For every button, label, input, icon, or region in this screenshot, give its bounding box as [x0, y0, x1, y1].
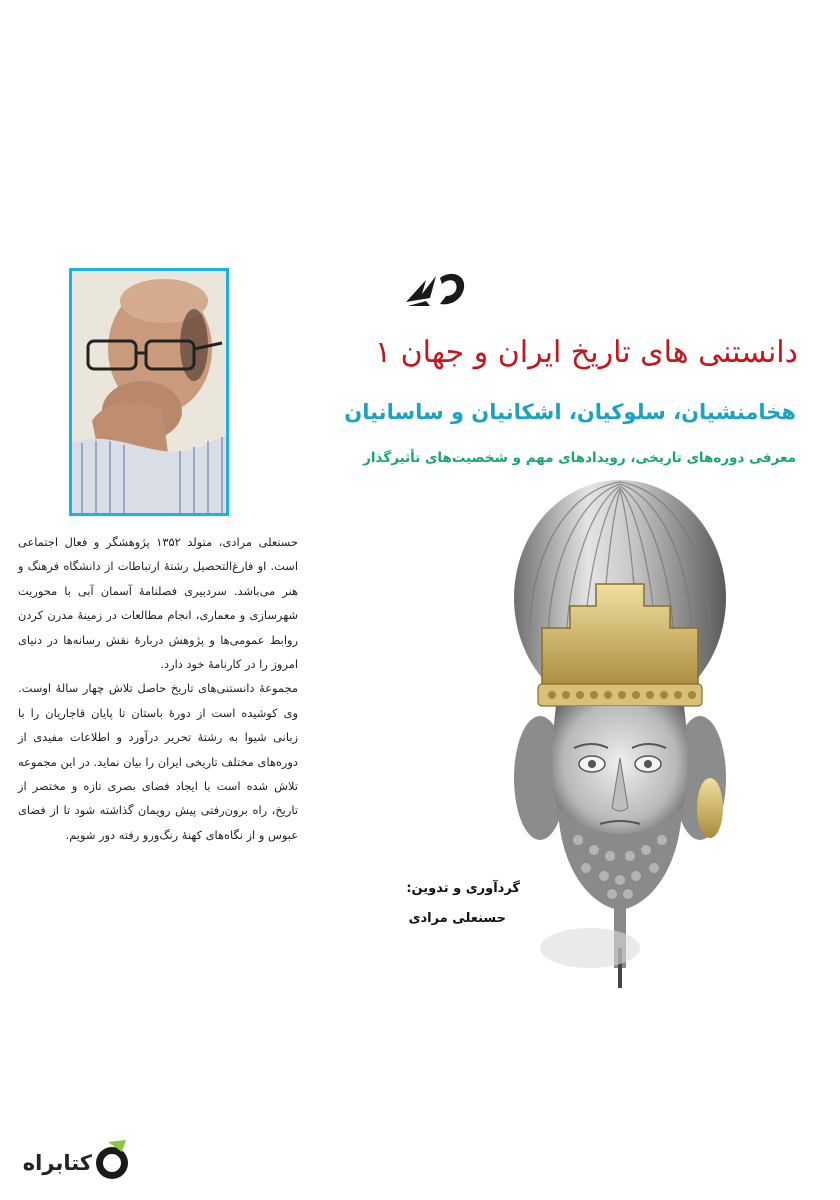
- bio-paragraph: حسنعلی مرادی، متولد ۱۳۵۲ پژوهشگر و فعال اجتماعی است. او فارغ‌التحصیل رشتهٔ ارتباطات از دانشگاه فرهنگ و هنر می‌باشد. سردبیری فصلنامهٔ آسمان آبی با محوریت شهرسازی و معماری، انجام مطالعات در زمینهٔ مدرن کردن روابط عمومی‌ها و پژوهش دربارهٔ نقش رسانه‌ها در دنیای امروز را در کارنامهٔ خود دارد.: [18, 535, 298, 672]
- achaemenid-silver-bust-image: [500, 478, 740, 988]
- series-title: دانستنی های تاریخ ایران و جهان ۱: [374, 335, 798, 370]
- book-subtitle: معرفی دوره‌های تاریخی، رویدادهای مهم و شخصیت‌های تأثیرگذار: [363, 450, 796, 466]
- author-portrait-image: [72, 271, 226, 513]
- publisher-logo-icon: [400, 268, 468, 312]
- series-description-paragraph: مجموعهٔ دانستنی‌های تاریخ حاصل تلاش چهار سالهٔ اوست. وی کوشیده است از دورهٔ باستان تا پایان قاجاریان را با زبانی شیوا به رشتهٔ تحریر درآورد و اطلاعات مفیدی از دوره‌های مختلف تاریخی ایران را بیان نماید. در این مجموعه تلاش شده است با ایجاد فضای بصری تازه و مختصر از تاریخ، راه برون‌رفتی پیش رویمان گذاشته شود تا از فضای عبوس و از نگاه‌های کهنهٔ رنگ‌ورو رفته دور شویم.: [18, 681, 298, 842]
- watermark-text: کتابراه: [22, 1151, 92, 1175]
- compiler-name: حسنعلی مرادی: [408, 911, 506, 926]
- author-photo: [69, 268, 229, 516]
- compiler-label: گردآوری و تدوین:: [406, 881, 520, 896]
- author-bio: [18, 530, 298, 940]
- book-title: هخامنشیان، سلوکیان، اشکانیان و ساسانیان: [344, 400, 796, 424]
